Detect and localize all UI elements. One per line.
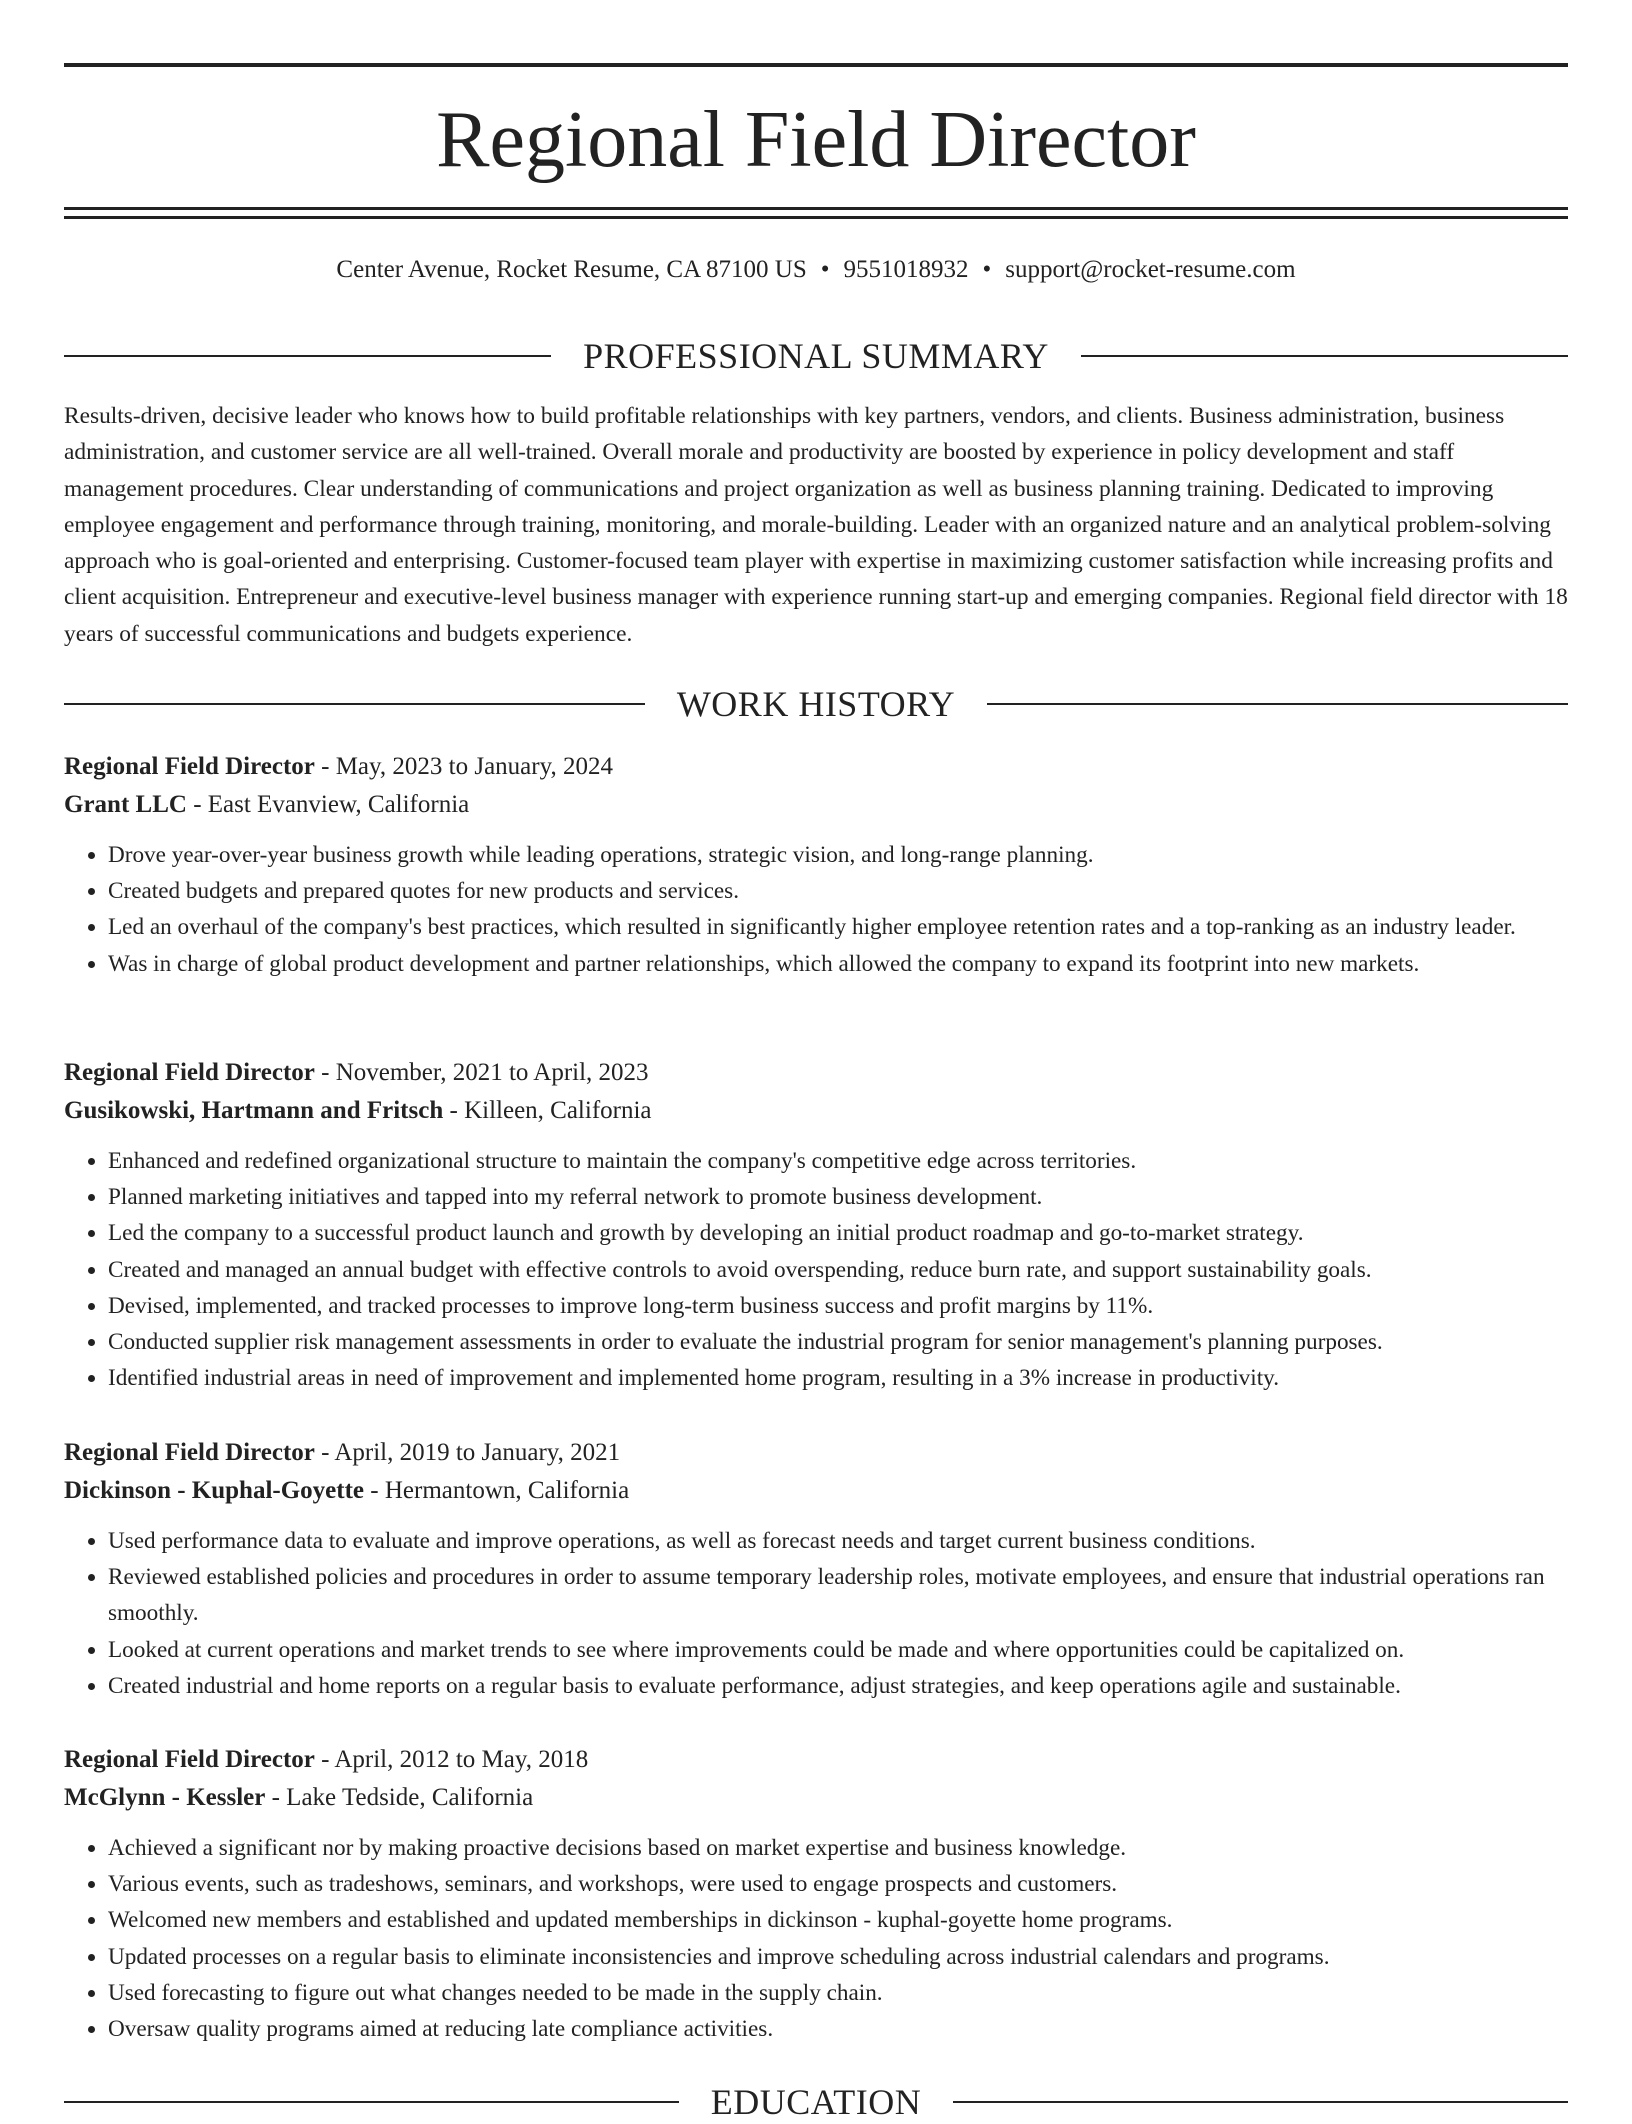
section-heading-label: EDUCATION <box>710 2082 922 2122</box>
job-bullet: • Enhanced and redefined organizational structure to maintain the company's competitive edge across territories. <box>108 1143 1568 1179</box>
job-bullet: • Led the company to a successful product launch and growth by developing an initial product roadmap and go-to-market strategy. <box>108 1215 1568 1251</box>
job-bullet: • Used performance data to evaluate and improve operations, as well as forecast needs and target current business conditions. <box>108 1523 1568 1559</box>
job-bullet: • Drove year-over-year business growth while leading operations, strategic vision, and long-range planning. <box>108 837 1568 873</box>
job-bullets <box>64 1143 1568 1396</box>
job-entry <box>64 1054 1568 1396</box>
job-role: Regional Field Director <box>64 1059 315 1086</box>
contact-phone: 9551018932 <box>843 256 969 283</box>
job-bullets <box>64 1523 1568 1704</box>
contact-email: support@rocket-resume.com <box>1005 256 1296 283</box>
resume-title: Regional Field Director <box>436 96 1196 184</box>
job-location: - East Evanview, California <box>186 791 470 818</box>
job-role: Regional Field Director <box>64 1746 315 1773</box>
job-entry <box>64 748 1568 982</box>
job-role-line <box>64 1054 1568 1092</box>
job-location: - Hermantown, California <box>364 1477 630 1504</box>
heading-rule <box>64 355 551 357</box>
job-dates: - November, 2021 to April, 2023 <box>314 1059 649 1086</box>
job-role-line <box>64 1434 1568 1472</box>
job-company: Grant LLC <box>64 791 187 818</box>
job-location: - Lake Tedside, California <box>265 1784 534 1811</box>
heading-rule <box>987 703 1568 705</box>
job-dates: - May, 2023 to January, 2024 <box>314 753 613 780</box>
job-location: - Killeen, California <box>443 1097 652 1124</box>
title-double-rule <box>64 207 1568 219</box>
job-bullet: • Created budgets and prepared quotes for new products and services. <box>108 873 1568 909</box>
job-company: McGlynn - Kessler <box>64 1784 266 1811</box>
job-entry <box>64 1741 1568 2047</box>
job-bullet: • Was in charge of global product development and partner relationships, which allowed the company to expand its footprint into new markets. <box>108 946 1568 982</box>
job-bullet: • Looked at current operations and market trends to see where improvements could be made and where opportunities could be capitalized on. <box>108 1632 1568 1668</box>
job-bullet: • Conducted supplier risk management assessments in order to evaluate the industrial program for senior management's planning purposes. <box>108 1324 1568 1360</box>
job-bullet: • Oversaw quality programs aimed at reducing late compliance activities. <box>108 2011 1568 2047</box>
section-heading-work-history <box>64 682 1568 726</box>
job-bullet: • Devised, implemented, and tracked processes to improve long-term business success and profit margins by 11%. <box>108 1288 1568 1324</box>
job-bullet: • Led an overhaul of the company's best practices, which resulted in significantly higher employee retention rates and a top-ranking as an industry leader. <box>108 909 1568 945</box>
job-role: Regional Field Director <box>64 1439 315 1466</box>
job-dates: - April, 2019 to January, 2021 <box>314 1439 621 1466</box>
job-role-line <box>64 748 1568 786</box>
contact-line <box>64 254 1568 286</box>
job-dates: - April, 2012 to May, 2018 <box>314 1746 589 1773</box>
job-bullets <box>64 1830 1568 2047</box>
job-bullet: • Achieved a significant nor by making proactive decisions based on market expertise and business knowledge. <box>108 1830 1568 1866</box>
contact-separator: • <box>820 256 830 283</box>
section-heading-education <box>64 2080 1568 2124</box>
job-bullet: • Used forecasting to figure out what changes needed to be made in the supply chain. <box>108 1975 1568 2011</box>
job-bullet: • Identified industrial areas in need of improvement and implemented home program, resulting in a 3% increase in productivity. <box>108 1360 1568 1396</box>
heading-rule <box>1081 355 1568 357</box>
professional-summary-text: Results-driven, decisive leader who knows how to build profitable relationships with key partners, vendors, and clients. Business administration, business administration, and customer service are all well-trained. Overall morale and productivity are boosted by experience in policy development and staff management procedures. Clear understanding of communications and project organization as well as business planning training. Dedicated to improving employee engagement and performance through training, monitoring, and morale-building. Leader with an organized nature and an analytical problem-solving approach who is goal-oriented and enterprising. Customer-focused team player with expertise in maximizing customer satisfaction while increasing profits and client acquisition. Entrepreneur and executive-level business manager with experience running start-up and emerging companies. Regional field director with 18 years of successful communications and budgets experience. <box>64 403 1568 647</box>
section-heading-label: PROFESSIONAL SUMMARY <box>583 336 1049 376</box>
job-bullet: • Updated processes on a regular basis to eliminate inconsistencies and improve scheduling across industrial calendars and programs. <box>108 1939 1568 1975</box>
job-role-line <box>64 1741 1568 1779</box>
job-company-line <box>64 1779 1568 1817</box>
job-bullet: • Various events, such as tradeshows, seminars, and workshops, were used to engage prospects and customers. <box>108 1866 1568 1902</box>
job-bullets <box>64 837 1568 982</box>
section-heading-label: WORK HISTORY <box>676 684 956 724</box>
job-company: Gusikowski, Hartmann and Fritsch <box>64 1097 444 1124</box>
heading-rule <box>64 2101 679 2103</box>
top-rule <box>64 63 1568 67</box>
job-company-line <box>64 1472 1568 1510</box>
job-bullet: • Welcomed new members and established and updated memberships in dickinson - kuphal-goyette home programs. <box>108 1902 1568 1938</box>
section-heading-summary <box>64 334 1568 378</box>
job-company-line <box>64 1092 1568 1130</box>
contact-address: Center Avenue, Rocket Resume, CA 87100 US <box>336 256 807 283</box>
job-company: Dickinson - Kuphal-Goyette <box>64 1477 365 1504</box>
heading-rule <box>953 2101 1568 2103</box>
job-bullet: • Reviewed established policies and procedures in order to assume temporary leadership roles, motivate employees, and ensure that industrial operations ran smoothly. <box>108 1559 1568 1631</box>
job-role: Regional Field Director <box>64 753 315 780</box>
contact-separator: • <box>982 256 992 283</box>
heading-rule <box>64 703 645 705</box>
job-bullet: • Planned marketing initiatives and tapped into my referral network to promote business development. <box>108 1179 1568 1215</box>
job-bullet: • Created industrial and home reports on a regular basis to evaluate performance, adjust strategies, and keep operations agile and sustainable. <box>108 1668 1568 1704</box>
job-bullet: • Created and managed an annual budget with effective controls to avoid overspending, reduce burn rate, and support sustainability goals. <box>108 1252 1568 1288</box>
job-company-line <box>64 786 1568 824</box>
job-entry <box>64 1434 1568 1704</box>
